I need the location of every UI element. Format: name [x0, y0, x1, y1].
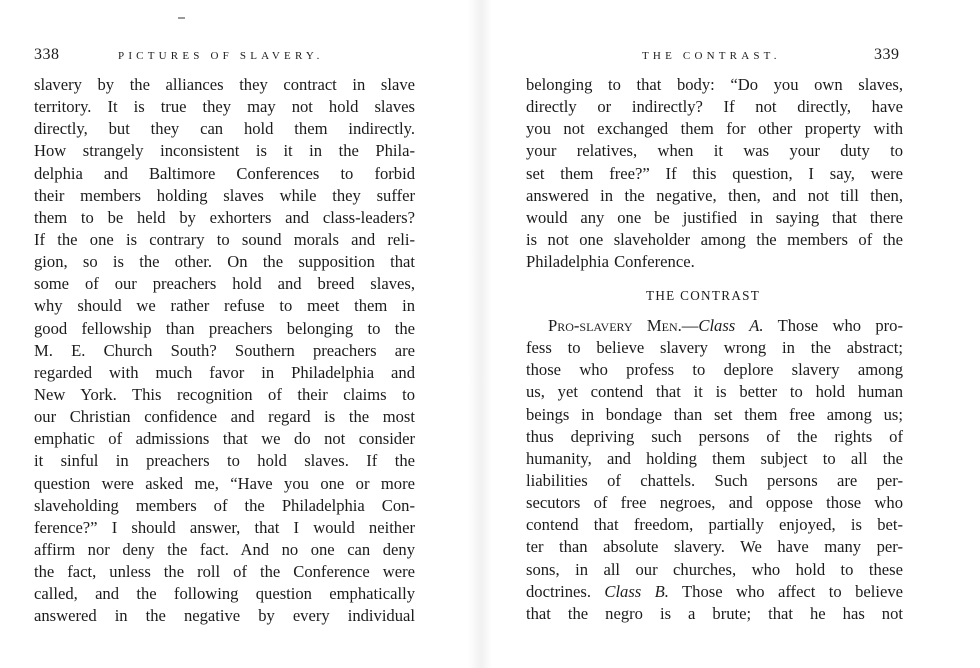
- text-line: answered in the negative by every individual: [34, 606, 415, 626]
- text-line: their members holding slaves while they suffer: [34, 185, 415, 205]
- text-line: sons, in all our churches, who hold to these: [526, 559, 903, 579]
- text-line: those who profess to deplore slavery among: [526, 360, 903, 380]
- page-number-right: 339: [874, 46, 900, 63]
- text-line: contend that freedom, partially enjoyed, is bet-: [526, 515, 903, 535]
- text-line: some of our preachers hold and breed slaves,: [34, 274, 415, 294]
- text-line: you not exchanged them for other property with: [526, 119, 903, 139]
- text-line: New York. This recognition of their claims to: [34, 384, 415, 404]
- text-line: fess to believe slavery wrong in the abstract;: [526, 338, 903, 358]
- scan-mark: [178, 17, 185, 19]
- left-page: [0, 0, 470, 668]
- text-line: gion, so is the other. On the supposition that: [34, 252, 415, 272]
- text-line: ference?” I should answer, that I would neither: [34, 517, 415, 537]
- text-line: liabilities of chattels. Such persons are per-: [526, 470, 903, 490]
- text-line: doctrines. Class B. Those who affect to believe: [526, 581, 904, 601]
- pro-slavery-heading: Pro-slavery Men.: [548, 316, 682, 335]
- text-line: good fellowship than preachers belonging to the: [34, 318, 415, 338]
- class-a-label: Class A.: [698, 316, 764, 335]
- text-line: Pro-slavery Men.—Class A. Those who pro-: [548, 316, 904, 335]
- running-head-right: THE CONTRAST.: [642, 50, 781, 62]
- left-page-header: [34, 44, 444, 66]
- text-line: belonging to that body: “Do you own slaves,: [526, 75, 903, 94]
- text-line: directly or indirectly? If not directly, have: [526, 97, 903, 117]
- text-line: secutors of free negroes, and oppose those who: [526, 493, 903, 513]
- text-line: Philadelphia Conference.: [526, 252, 695, 272]
- right-page-header: [490, 44, 980, 66]
- text-line: beings in bondage than set them free among us;: [526, 404, 903, 424]
- text-line: the fact, unless the roll of the Conference were: [34, 562, 415, 582]
- text-line: delphia and Baltimore Conferences to forbid: [34, 163, 415, 183]
- left-page-body: [34, 74, 415, 628]
- text-line: answered in the negative, then, and not till then,: [526, 185, 903, 205]
- text-line: How strangely inconsistent is it in the Phila-: [34, 141, 415, 161]
- running-head-left: PICTURES OF SLAVERY.: [118, 50, 324, 62]
- text-line: If the one is contrary to sound morals and reli-: [34, 229, 415, 249]
- text-line: emphatic of admissions that we do not consider: [34, 429, 415, 449]
- text-line: our Christian confidence and regard is the most: [34, 407, 415, 427]
- right-page-body-top: [526, 74, 903, 273]
- text-line: why should we rather refuse to meet them in: [34, 296, 415, 316]
- text-line: M. E. Church South? Southern preachers are: [34, 340, 415, 360]
- text-line: set them free?” If this question, I say, were: [526, 163, 903, 183]
- text-line: that the negro is a brute; that he has not: [526, 603, 903, 623]
- text-line: is not one slaveholder among the members of the: [526, 229, 903, 249]
- book-gutter: [468, 0, 492, 668]
- text-line: ter than absolute slavery. We have many per-: [526, 537, 903, 557]
- text-line: slaveholding members of the Philadelphia Con-: [34, 495, 415, 515]
- text-line: your relatives, when it was your duty to: [526, 141, 903, 161]
- text-line: territory. It is true they may not hold slaves: [34, 97, 415, 117]
- text-line: called, and the following question emphatically: [34, 584, 415, 604]
- text-line: us, yet contend that it is better to hold human: [526, 382, 903, 402]
- text-line: slavery by the alliances they contract in slave: [34, 75, 415, 94]
- text-line: them to be held by exhorters and class-leaders?: [34, 207, 415, 227]
- text-line: would any one be justified in saying that there: [526, 207, 903, 227]
- class-b-label: Class B.: [604, 581, 669, 601]
- text-line: question were asked me, “Have you one or more: [34, 473, 415, 493]
- section-heading: THE CONTRAST: [646, 288, 761, 303]
- page-number-left: 338: [34, 46, 60, 63]
- text-line: regarded with much favor in Philadelphia and: [34, 362, 415, 382]
- text-line: thus depriving such persons of the rights of: [526, 426, 903, 446]
- right-page-body-main: [526, 315, 903, 625]
- text-line: humanity, and holding them subject to all the: [526, 448, 903, 468]
- text-line: directly, but they can hold them indirectly.: [34, 119, 415, 139]
- text-line: it sinful in preachers to hold slaves. If the: [34, 451, 415, 471]
- text-line: affirm nor deny the fact. And no one can deny: [34, 539, 415, 559]
- right-page: [490, 0, 980, 668]
